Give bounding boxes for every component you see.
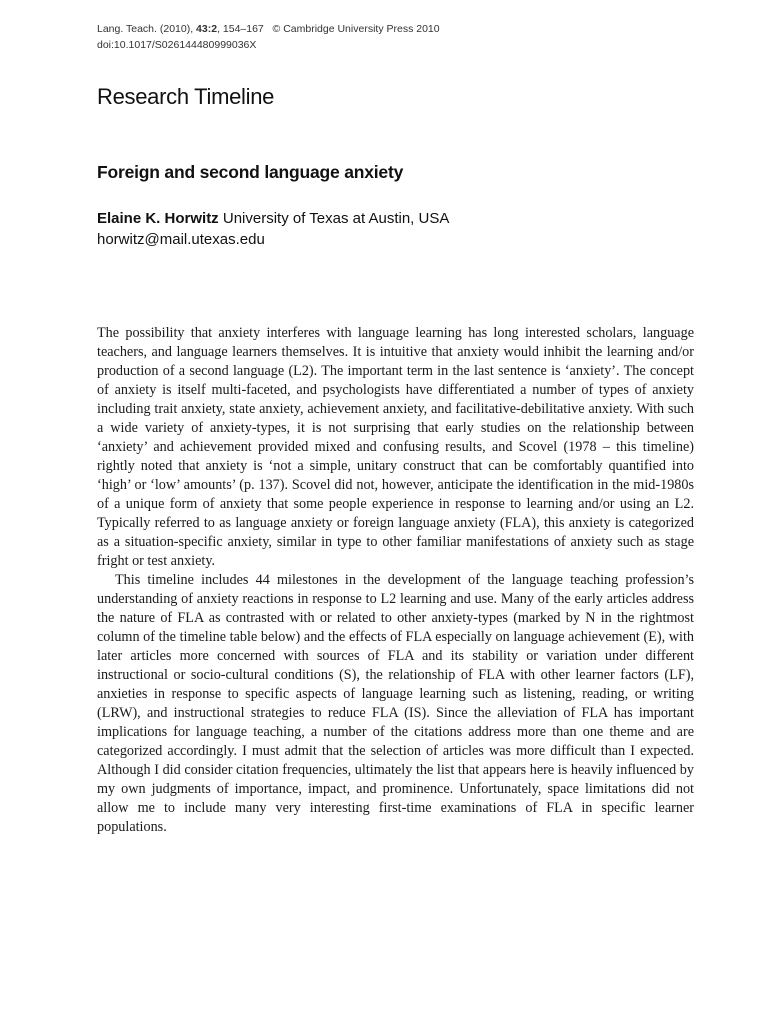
author-name: Elaine K. Horwitz bbox=[97, 210, 219, 227]
journal-prefix: Lang. Teach. (2010), bbox=[97, 23, 197, 35]
paragraph: The possibility that anxiety interferes with language learning has long interested scholars, language teachers, and language learners themselves. It is intuitive that anxiety would inhibit the learning and/or production of a second language (L2). The important term in the last sentence is ‘anxiety’. The concept of anxiety is itself multi-faceted, and psychologists have differentiated a number of types of anxiety including trait anxiety, state anxiety, achievement anxiety, and facilitative-debilitative anxiety. With such a wide variety of anxiety-types, it is not surprising that early studies on the relationship between ‘anxiety’ and achievement provided mixed and confusing results, and Scovel (1978 – this timeline) rightly noted that anxiety is ‘not a simple, unitary construct that can be comfortably quantified into ‘high’ or ‘low’ amounts’ (p. 137). Scovel did not, however, anticipate the identification in the mid-1980s of a unique form of anxiety that some people experience in response to learning and/or using an L2. Typically referred to as language anxiety or foreign language anxiety (FLA), this anxiety is categorized as a situation-specific anxiety, similar in type to other familiar manifestations of anxiety such as stage fright or test anxiety. bbox=[97, 325, 694, 569]
author-affiliation: University of Texas at Austin, USA bbox=[222, 210, 450, 227]
article-title: Foreign and second language anxiety bbox=[97, 162, 404, 182]
author-email: horwitz@mail.utexas.edu bbox=[97, 231, 265, 248]
journal-pages: , 154–167 bbox=[217, 23, 264, 35]
journal-meta bbox=[97, 21, 440, 53]
journal-volume: 43:2 bbox=[196, 23, 218, 35]
paragraph: This timeline includes 44 milestones in the development of the language teaching profession’s understanding of anxiety reactions in response to L2 learning and use. Many of the early articles address the nature of FLA as contrasted with or related to other anxiety-types (marked by N in the rightmost column of the timeline table below) and the effects of FLA especially on language achievement (E), with later articles more concerned with sources of FLA and its stability or variation under different instructional or socio-cultural conditions (S), the relationship of FLA with other learner factors (LF), anxieties in response to specific aspects of language learning such as listening, reading, or writing (LRW), and instructional strategies to reduce FLA (IS). Since the alleviation of FLA has important implications for language teaching, a number of the citations address more than one theme and are categorized accordingly. I must admit that the selection of articles was more difficult than I expected. Although I did consider citation frequencies, ultimately the list that appears here is heavily influenced by my own judgments of importance, impact, and prominence. Unfortunately, space limitations did not allow me to include many very interesting first-time examinations of FLA in specific learner populations. bbox=[97, 572, 694, 835]
citation-line bbox=[97, 21, 440, 37]
article-body bbox=[97, 324, 694, 837]
author-block bbox=[97, 208, 449, 250]
series-title: Research Timeline bbox=[97, 84, 275, 109]
doi: doi:10.1017/S026144480999036X bbox=[97, 39, 257, 51]
copyright: © Cambridge University Press 2010 bbox=[272, 23, 440, 35]
